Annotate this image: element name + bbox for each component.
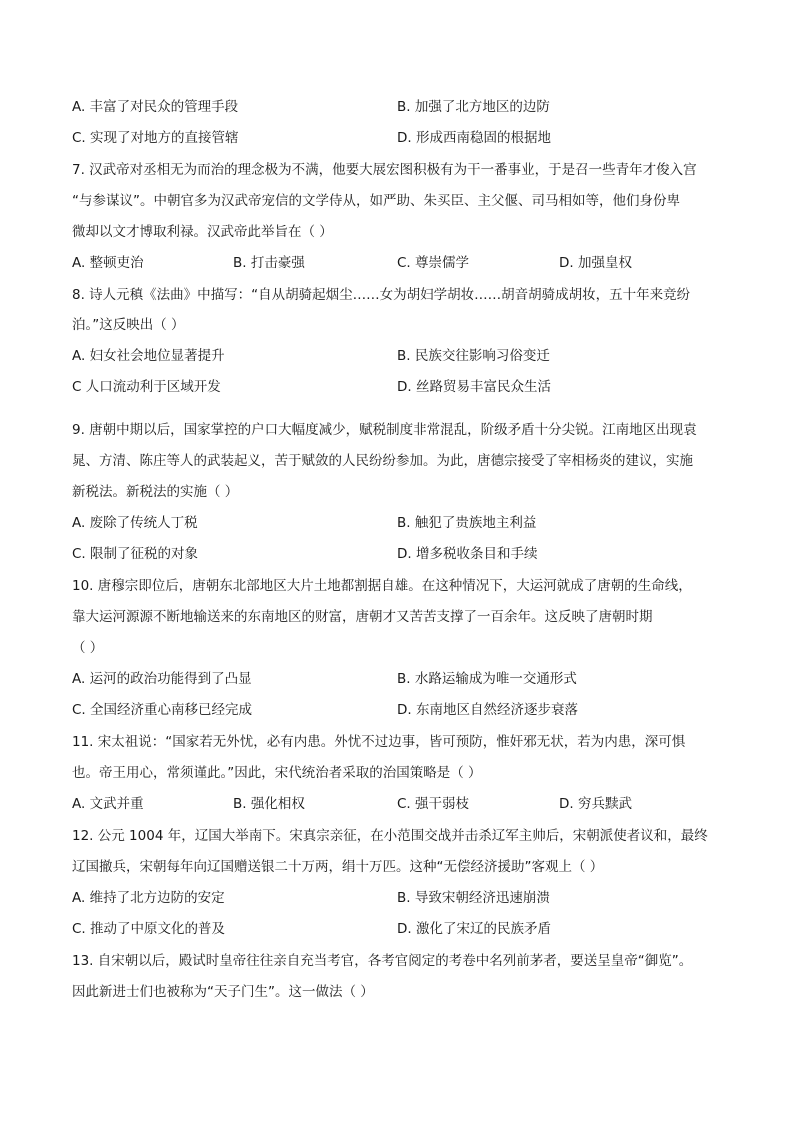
q13-stem-line-2: 因此新进士们也被称为“天子门生”。这一做法（ ）: [72, 984, 374, 1000]
q7-option-a: A. 整顿吏治: [72, 255, 144, 271]
q12-stem-line-2: 辽国撤兵，宋朝每年向辽国赠送银二十万两，绢十万匹。这种“无偿经济援助”客观上（ ）: [72, 859, 604, 875]
q12-option-a: A. 维持了北方边防的安定: [72, 890, 225, 906]
q13-stem-line-1: 13. 自宋朝以后，殿试时皇帝往往亲自充当考官，各考官阅定的考卷中名列前茅者，要送呈皇帝“御览”。: [72, 953, 693, 969]
q12-stem-line-1: 12. 公元 1004 年，辽国大举南下。宋真宗亲征，在小范围交战并击杀辽军主帅后，宋朝派使者议和，最终: [72, 828, 708, 844]
q9-stem-line-2: 晁、方清、陈庄等人的武装起义，苦于赋敛的人民纷纷参加。为此，唐德宗接受了宰相杨炎的建议，实施: [72, 453, 693, 469]
q7-option-c: C. 尊崇儒学: [397, 255, 470, 271]
q7-stem-line-1: 7. 汉武帝对丞相无为而治的理念极为不满，他要大展宏图积极有为干一番事业，于是召一些青年才俊入宫: [72, 162, 697, 178]
q10-option-c: C. 全国经济重心南移已经完成: [72, 702, 253, 718]
q6-option-a: A. 丰富了对民众的管理手段: [72, 99, 239, 115]
q9-option-c: C. 限制了征税的对象: [72, 546, 199, 562]
q12-option-b: B. 导致宋朝经济迅速崩溃: [397, 890, 550, 906]
q10-option-d: D. 东南地区自然经济逐步衰落: [397, 702, 578, 718]
q6-option-d: D. 形成西南稳固的根据地: [397, 130, 551, 146]
q11-stem-line-2: 也。帝王用心，常须谨此。”因此，宋代统治者采取的治国策略是（ ）: [72, 765, 482, 781]
q11-option-b: B. 强化相权: [233, 796, 305, 812]
q9-option-b: B. 触犯了贵族地主利益: [397, 515, 537, 531]
q9-stem-line-1: 9. 唐朝中期以后，国家掌控的户口大幅度减少，赋税制度非常混乱，阶级矛盾十分尖锐。江南地区出现袁: [72, 422, 697, 438]
q7-stem-line-3: 微却以文才博取利禄。汉武帝此举旨在（ ）: [72, 224, 333, 240]
q8-option-c: C 人口流动利于区域开发: [72, 379, 221, 395]
q12-option-d: D. 激化了宋辽的民族矛盾: [397, 921, 551, 937]
q7-stem-line-2: “与参谋议”。中朝官多为汉武帝宠信的文学侍从，如严助、朱买臣、主父偃、司马相如等，他们身份卑: [72, 193, 680, 209]
q8-option-a: A. 妇女社会地位显著提升: [72, 348, 225, 364]
q6-option-c: C. 实现了对地方的直接管辖: [72, 130, 239, 146]
q9-stem-line-3: 新税法。新税法的实施（ ）: [72, 484, 239, 500]
q11-stem-line-1: 11. 宋太祖说：“国家若无外忧，必有内患。外忧不过边事，皆可预防，惟奸邪无状，若为内患，深可惧: [72, 734, 686, 750]
q11-option-d: D. 穷兵黩武: [559, 796, 632, 812]
q8-stem-line-1: 8. 诗人元稹《法曲》中描写：“自从胡骑起烟尘……女为胡妇学胡妆……胡音胡骑成胡妆，五十年来竞纷: [72, 287, 691, 303]
q10-stem-line-3: （ ）: [72, 640, 104, 656]
q10-option-b: B. 水路运输成为唯一交通形式: [397, 671, 577, 687]
q10-option-a: A. 运河的政治功能得到了凸显: [72, 671, 252, 687]
q7-option-b: B. 打击豪强: [233, 255, 305, 271]
q8-stem-line-2: 泊。”这反映出（ ）: [72, 317, 185, 333]
q10-stem-line-2: 靠大运河源源不断地输送来的东南地区的财富，唐朝才又苦苦支撑了一百余年。这反映了唐朝时期: [72, 609, 653, 625]
q7-option-d: D. 加强皇权: [559, 255, 632, 271]
q9-option-a: A. 废除了传统人丁税: [72, 515, 198, 531]
q6-option-b: B. 加强了北方地区的边防: [397, 99, 550, 115]
q11-option-a: A. 文武并重: [72, 796, 144, 812]
q8-option-b: B. 民族交往影响习俗变迁: [397, 348, 550, 364]
q8-option-d: D. 丝路贸易丰富民众生活: [397, 379, 551, 395]
q12-option-c: C. 推动了中原文化的普及: [72, 921, 226, 937]
q9-option-d: D. 增多税收条目和手续: [397, 546, 538, 562]
q10-stem-line-1: 10. 唐穆宗即位后，唐朝东北部地区大片土地都割据自雄。在这种情况下，大运河就成了唐朝的生命线，: [72, 578, 692, 594]
q11-option-c: C. 强干弱枝: [397, 796, 470, 812]
